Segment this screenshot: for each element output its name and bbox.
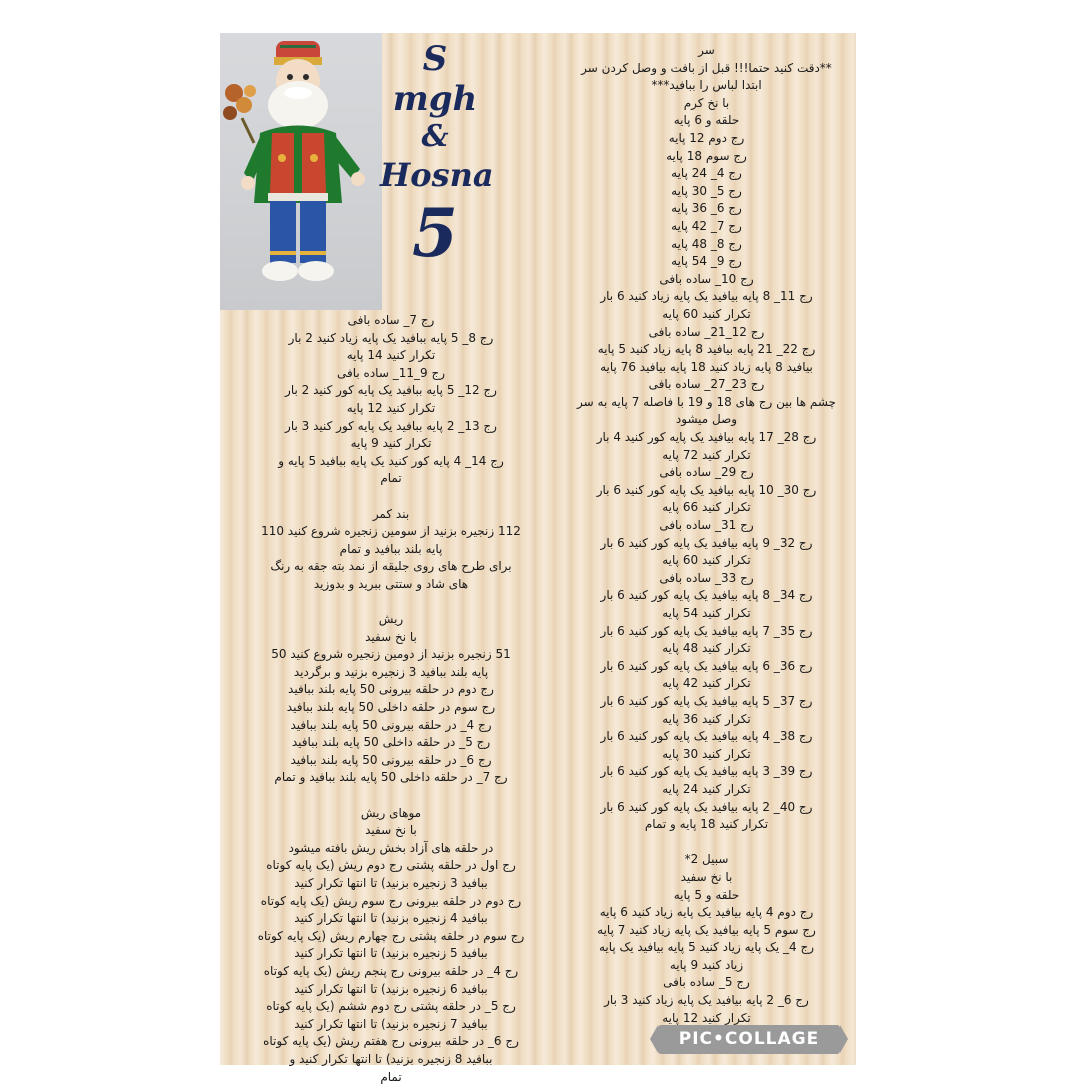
- left-column-line: ببافید 7 زنجیره بزنید) تا انتها تکرار کنید: [294, 1016, 488, 1031]
- right-column-line: تکرار کنید 60 پایه: [662, 553, 751, 568]
- left-column-line: رج 4_ در حلقه بیرونی رج پنجم ریش (یک پایه کوتاه: [263, 963, 519, 978]
- left-column-line: رج 6_ در حلقه بیرونی 50 پایه بلند ببافید: [290, 752, 492, 767]
- doll-photo: [220, 33, 382, 310]
- right-column-line: رج 34_ 8 پایه بیافید یک پایه کور کنید 6 بار: [600, 588, 813, 603]
- right-column-line: رج 28_ 17 پایه بیافید یک پایه کور کنید 4 بار: [596, 430, 817, 445]
- right-column-line: رج 10_ ساده بافی: [659, 271, 754, 286]
- left-column-line: ببافید 3 زنجیره بزنید) تا انتها تکرار کنید: [294, 876, 488, 890]
- left-column-line: پایه بلند ببافید 3 زنجیره بزنید و برگردید: [293, 664, 489, 679]
- right-column-line: رج سوم 18 پایه: [666, 148, 747, 163]
- right-column-line: بیافید 8 پایه زیاد کنید 18 پایه بیافید 76 پایه: [600, 359, 813, 374]
- pattern-column-right: [564, 42, 849, 1027]
- left-column-line: رج 5_ در حلقه داخلی 50 پایه بلند ببافید: [291, 735, 491, 750]
- right-column-line: رج دوم 4 پایه بیافید یک پایه زیاد کنید 6 پایه: [599, 905, 814, 920]
- right-column-line: رج 4_ یک پایه زیاد کنید 5 پایه بیافید یک پایه: [598, 940, 815, 955]
- right-column-line: تکرار کنید 12 پایه: [662, 1010, 751, 1025]
- left-column-line: در حلقه های آزاد بخش ریش بافته میشود: [288, 840, 494, 855]
- left-column-line: ببافید 4 زنجیره بزنید) تا انتها تکرار کنید: [294, 911, 488, 926]
- right-column-line: رج 9_ 54 پایه: [671, 254, 742, 269]
- right-column-line: رج 6_ 36 پایه: [671, 201, 742, 216]
- right-column-line: تکرار کنید 30 پایه: [662, 746, 751, 761]
- left-column-line: رج سوم در حلقه داخلی 50 پایه بلند ببافید: [286, 700, 496, 715]
- watermark-badge: PIC•COLLAGE: [658, 1025, 840, 1054]
- right-column-line: تکرار کنید 24 پایه: [662, 781, 751, 796]
- brand-line-1: S mgh: [392, 39, 478, 119]
- right-column-line: رج 38_ 4 پایه بیافید یک پایه کور کنید 6 بار: [600, 729, 813, 744]
- right-column-line: رج 37_ 5 پایه بیافید یک پایه کور کنید 6 بار: [600, 693, 813, 708]
- right-column-line: [564, 834, 849, 852]
- right-column-line: تکرار کنید 72 پایه: [662, 447, 751, 462]
- left-column-line: رج 9_11_ ساده بافی: [337, 365, 445, 380]
- left-column-line: تکرار کنید 9 پایه: [350, 436, 432, 451]
- left-column-line: [232, 594, 550, 612]
- right-column-line: رج دوم 12 پایه: [668, 130, 745, 145]
- left-column-line: موهای ریش: [360, 805, 422, 820]
- left-column-line: رج 12_ 5 پایه ببافید یک پایه کور کنید 2 بار: [285, 383, 497, 398]
- right-column-line: رج 6_ 2 پایه بیافید یک پایه زیاد کنید 3 بار: [604, 993, 809, 1008]
- right-column-line: چشم ها بین رج های 18 و 19 با فاصله 7 پایه به سر: [577, 394, 836, 409]
- left-column-line: پایه بلند ببافید و تمام: [339, 541, 443, 556]
- part-number: 5: [412, 194, 458, 272]
- right-column-line: رج 29_ ساده بافی: [659, 465, 754, 480]
- left-column-line: رج دوم در حلقه بیرونی 50 پایه بلند ببافید: [288, 682, 494, 697]
- right-column-line: رج 36_ 6 پایه بیافید یک پایه کور کنید 6 بار: [600, 658, 813, 673]
- right-column-line: **دقت کنید حتما!!! قبل از بافت و وصل کردن سر: [581, 60, 832, 75]
- left-column-line: با نخ سفید: [365, 629, 417, 644]
- right-column-line: زیاد کنید 9 پایه: [669, 957, 744, 972]
- left-column-line: ببافید 6 زنجیره بزنید) تا انتها تکرار کنید: [294, 981, 488, 996]
- left-column-line: رج 6_ در حلقه بیرونی رج هفتم ریش (یک پایه کوتاه: [263, 1034, 519, 1049]
- left-column-line: رج اول در حلقه پشتی رج دوم ریش (یک پایه کوتاه: [266, 858, 516, 873]
- right-column-line: رج 22_ 21 پایه بیافید 8 پایه زیاد کنید 5 پایه: [597, 342, 816, 357]
- right-column-line: رج 32_ 9 پایه بیافید یک پایه کور کنید 6 بار: [600, 535, 813, 550]
- right-column-line: رج 8_ 48 پایه: [671, 236, 742, 251]
- left-column-line: ببافید 5 زنجیره بزنید) تا انتها تکرار کنید: [294, 946, 488, 961]
- left-column-line: های شاد و ستتی ببرید و بدوزید: [313, 576, 469, 591]
- left-column-line: [232, 787, 550, 805]
- right-column-line: سر: [698, 43, 715, 57]
- left-column-line: برای طرح های روی جلیقه از نمد بته جقه به رنگ: [270, 559, 512, 574]
- right-column-line: تکرار کنید 66 پایه: [662, 500, 751, 515]
- right-column-line: رج 11_ 8 پایه بیافید یک پایه زیاد کنید 6 بار: [600, 289, 813, 304]
- left-column-line: 112 زنجیره بزنید از سومین زنجیره شروع کنید 110: [261, 524, 521, 539]
- right-column-line: با نخ کرم: [683, 95, 730, 110]
- left-column-line: تمام: [380, 1069, 402, 1084]
- left-column-line: [232, 488, 550, 506]
- left-column-line: ببافید 8 زنجیره بزنید) تا انتها تکرار کنید و: [289, 1051, 493, 1066]
- right-column-line: رج 23_27_ ساده بافی: [648, 377, 765, 392]
- right-column-line: تکرار کنید 18 پایه و تمام: [644, 817, 769, 832]
- left-column-line: رج 8_ 5 پایه ببافید یک پایه زیاد کنید 2 بار: [288, 330, 494, 345]
- right-column-line: رج 5_ 30 پایه: [671, 183, 742, 198]
- left-column-line: رج 5_ در حلقه پشتی رج دوم ششم (یک پایه کوتاه: [266, 999, 516, 1014]
- left-column-line: بند کمر: [372, 506, 410, 521]
- brand-line-3: Hosna: [380, 156, 494, 194]
- right-column-line: با نخ سفید: [680, 869, 733, 884]
- left-column-line: رج 7_ در حلقه داخلی 50 پایه بلند ببافید و تمام: [274, 770, 508, 785]
- left-column-line: تمام: [380, 471, 402, 486]
- left-column-line: رج 4_ در حلقه بیرونی 50 پایه بلند ببافید: [290, 717, 492, 732]
- right-column-line: رج 4_ 24 پایه: [671, 166, 742, 181]
- left-column-line: رج دوم در حلقه بیرونی رج سوم ریش (یک پایه کوتاه: [260, 893, 522, 908]
- left-column-line: رج 7_ ساده بافی: [347, 313, 435, 327]
- right-column-line: ابتدا لباس را ببافید***: [651, 78, 762, 93]
- right-column-line: رج 5_ ساده بافی: [663, 975, 750, 990]
- right-column-line: رج 31_ ساده بافی: [659, 518, 754, 533]
- right-column-line: وصل میشود: [675, 412, 738, 427]
- right-column-line: رج 7_ 42 پایه: [671, 218, 742, 233]
- brand-block: [380, 39, 494, 272]
- left-column-line: رج 14_ 4 پایه کور کنید یک پایه ببافید 5 پایه و: [278, 453, 504, 468]
- left-column-line: با نخ سفید: [365, 823, 417, 838]
- left-column-line: تکرار کنید 12 پایه: [346, 400, 436, 415]
- right-column-line: تکرار کنید 54 پایه: [662, 606, 751, 620]
- left-column-line: 51 زنجیره بزنید از دومین زنجیره شروع کنید 50: [271, 647, 511, 662]
- right-column-line: تکرار کنید 42 پایه: [662, 676, 751, 691]
- right-column-line: رج 12_21_ ساده بافی: [648, 324, 765, 339]
- right-column-line: رج سوم 5 پایه بیافید یک پایه زیاد کنید 7 پایه: [597, 922, 816, 937]
- left-column-line: رج 13_ 2 پایه ببافید یک پایه کور کنید 3 بار: [285, 418, 497, 433]
- right-column-line: رج 30_ 10 پایه بیافید یک پایه کور کنید 6 بار: [596, 482, 817, 497]
- right-column-line: رج 40_ 2 پایه بیافید یک پایه کور کنید 6 بار: [600, 799, 813, 814]
- pattern-column-left: [232, 312, 550, 1086]
- amigurumi-doll-image: [220, 33, 382, 310]
- brand-ampersand: &: [421, 119, 449, 154]
- right-column-line: حلقه و 5 پایه: [673, 887, 740, 902]
- right-column-line: رج 35_ 7 پایه بیافید یک پایه کور کنید 6 بار: [600, 623, 813, 638]
- left-column-line: ریش: [378, 612, 404, 627]
- right-column-line: تکرار کنید 36 پایه: [662, 711, 751, 726]
- right-column-line: حلقه و 6 پایه: [673, 113, 740, 128]
- right-column-line: تکرار کنید 48 پایه: [662, 641, 751, 656]
- left-column-line: رج سوم در حلقه پشتی رج چهارم ریش (یک پایه کوتاه: [257, 928, 525, 943]
- pattern-board: [220, 33, 856, 1084]
- right-column-line: رج 33_ ساده بافی: [659, 570, 754, 585]
- right-column-line: سبیل 2*: [684, 852, 729, 867]
- left-column-line: تکرار کنید 14 پایه: [346, 348, 436, 363]
- right-column-line: رج 39_ 3 پایه بیافید یک پایه کور کنید 6 بار: [600, 764, 813, 779]
- right-column-line: تکرار کنید 60 پایه: [662, 306, 751, 321]
